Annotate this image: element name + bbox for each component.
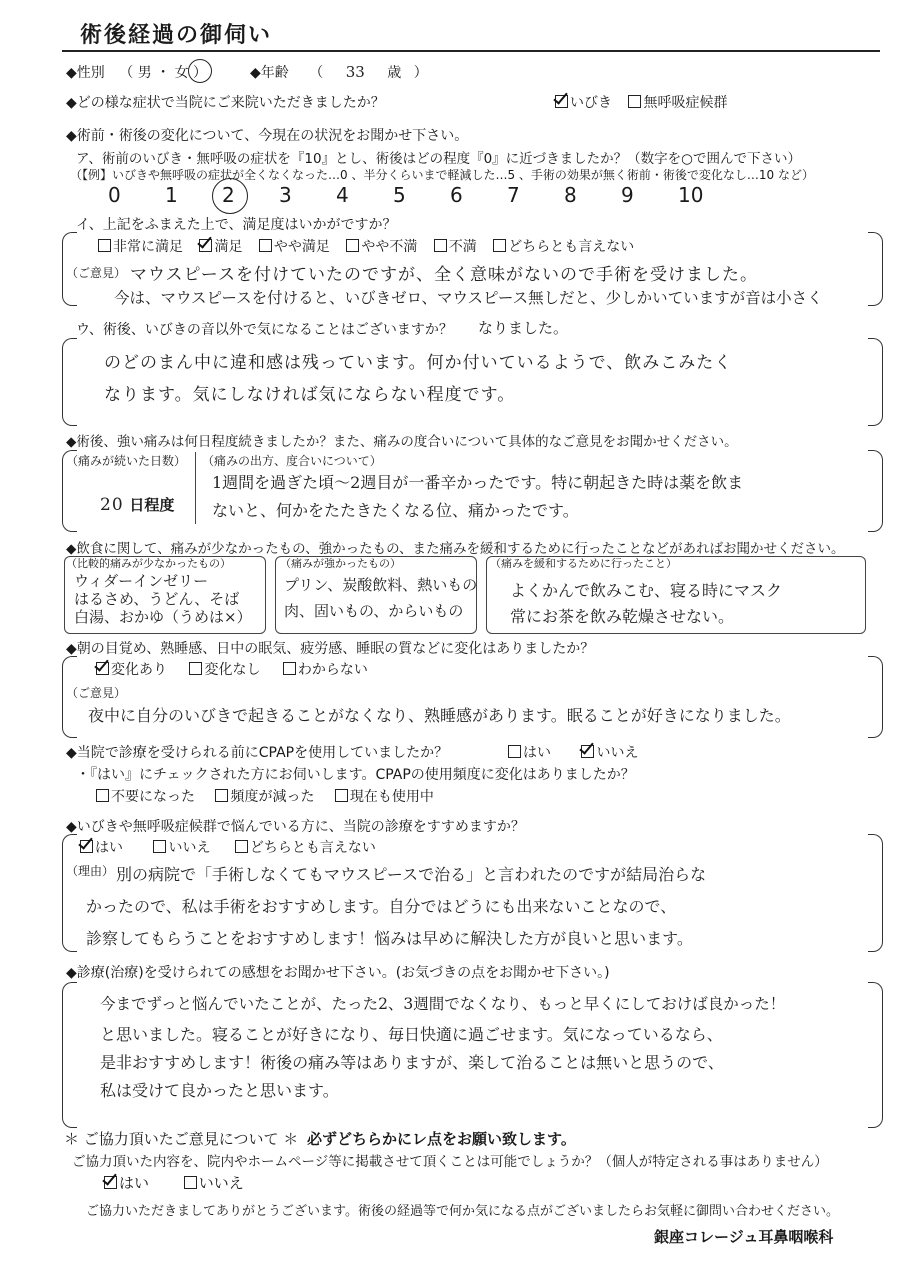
consent-question: ご協力頂いた内容を、院内やホームページ等に掲載させて頂くことは可能でしょうか？（個人が特定される事はありません）	[72, 1154, 828, 1170]
q2u-handwritten-continuation[interactable]: なりました。	[478, 319, 569, 337]
consent-options	[104, 1172, 244, 1193]
bracket-right	[868, 982, 883, 1128]
pain-days-label: （痛みが続いた日数）	[66, 454, 187, 468]
food-strong-label: （痛みが強かったもの）	[280, 557, 401, 570]
consent-title: ＊ ご協力頂いたご意見について ＊	[64, 1130, 299, 1148]
q6-question: ◆当院で診療を受けられる前にCPAPを使用していましたか？	[66, 745, 449, 761]
sex-close: ）	[193, 65, 208, 81]
checkbox-icon	[189, 662, 202, 675]
scale-5[interactable]: 5	[393, 183, 406, 207]
option-label: はい	[119, 1174, 150, 1192]
scale-4[interactable]: 4	[336, 183, 349, 207]
sleep-opinion[interactable]: 夜中に自分のいびきで起きることがなくなり、熟睡感があります。眠ることが好きになりました。	[88, 706, 791, 725]
sex-dot: ・	[156, 65, 171, 81]
option-label: どちらとも言えない	[249, 840, 376, 856]
checkbox-icon	[508, 745, 521, 758]
satisfaction-neutral[interactable]	[493, 239, 634, 255]
reason-2[interactable]: かったので、私は手術をおすすめします。自分ではどうにも出来ないことなので、	[86, 897, 677, 916]
pain-detail-label: （痛みの出方、度合いについて）	[202, 454, 382, 468]
consent-title-bold: 必ずどちらかにレ点をお願い致します。	[307, 1130, 576, 1148]
option-label: いいえ	[198, 1174, 244, 1192]
pain-divider	[195, 452, 196, 524]
pain-days-value: 20	[100, 495, 124, 515]
option-label: 不要になった	[111, 789, 195, 805]
food-less-label: （比較的痛みが少なかったもの）	[66, 557, 231, 570]
scale-2[interactable]: 2	[222, 183, 235, 207]
option-label: 満足	[214, 239, 243, 255]
q2u-answer-2[interactable]: なります。気にしなければ気にならない程度です。	[104, 385, 516, 405]
checkbox-checked-icon	[96, 662, 109, 675]
q3-question: ◆術後、強い痛みは何日程度続きましたか？また、痛みの度合いについて具体的なご意見をお聞かせください。	[66, 434, 738, 450]
q2-question: ◆術前・術後の変化について、今現在の状況をお聞かせ下さい。	[66, 128, 469, 144]
q8-question: ◆診療(治療)を受けられての感想をお聞かせ下さい。(お気づきの点をお聞かせ下さい。)	[66, 965, 610, 981]
option-label: いびき	[570, 95, 612, 111]
checkbox-icon	[259, 239, 272, 252]
pain-detail-2[interactable]: ないと、何かをたたきたくなる位、痛かったです。	[212, 501, 579, 520]
consent-no[interactable]	[184, 1174, 244, 1192]
option-label: 現在も使用中	[349, 789, 434, 805]
sleep-unknown[interactable]	[283, 662, 368, 678]
checkbox-icon	[215, 789, 228, 802]
satisfaction-unsatisfied[interactable]	[434, 239, 477, 255]
checkbox-icon	[98, 239, 111, 252]
checkbox-icon	[283, 662, 296, 675]
reason-label: （理由）	[66, 864, 115, 878]
recommend-no[interactable]	[153, 840, 210, 856]
sex-label: ◆性別	[66, 65, 105, 81]
option-label: 変化あり	[111, 662, 167, 678]
cpap-freq-still[interactable]	[335, 789, 434, 805]
scale-0[interactable]: 0	[108, 183, 121, 207]
impression-4[interactable]: 私は受けて良かったと思います。	[100, 1081, 339, 1100]
bracket-right	[868, 834, 883, 952]
recommend-options	[80, 837, 376, 857]
food-less-1[interactable]: ウィダーインゼリー	[74, 572, 209, 590]
q5-question: ◆朝の目覚め、熟睡感、日中の眠気、疲労感、睡眠の質などに変化はありましたか？	[66, 641, 595, 657]
sex-female-circle	[188, 59, 212, 83]
sleep-opinion-label: （ご意見）	[66, 686, 127, 700]
scale-10[interactable]: 10	[678, 183, 704, 207]
food-strong-1[interactable]: プリン、炭酸飲料、熱いもの	[284, 576, 478, 594]
bracket-right	[868, 232, 883, 306]
cpap-freq-options	[96, 786, 434, 806]
page-title: 術後経過の御伺い	[80, 23, 273, 48]
option-label: 不満	[448, 239, 477, 255]
scale-6[interactable]: 6	[450, 183, 463, 207]
satisfaction-very[interactable]	[98, 239, 183, 255]
option-label: どちらとも言えない	[508, 239, 635, 255]
consent-title-row	[64, 1128, 576, 1149]
opinion-text-2[interactable]: 今は、マウスピースを付けると、いびきゼロ、マウスピース無しだと、少しかいていますが音は小さく	[114, 289, 823, 307]
checkbox-icon	[184, 1176, 197, 1189]
q2u-answer-1[interactable]: のどのまん中に違和感は残っています。何か付いているようで、飲みこみたく	[104, 353, 733, 373]
pain-detail-1[interactable]: 1週間を過ぎた頃～2週目が一番辛かったです。特に朝起きた時は薬を飲ま	[212, 473, 744, 492]
cpap-no[interactable]	[581, 745, 638, 761]
option-label: いいえ	[596, 745, 639, 761]
q2i-question: イ、上記をふまえた上で、満足度はいかがですか？	[76, 217, 397, 233]
cpap-freq-reduced[interactable]	[215, 789, 314, 805]
option-label: はい	[95, 840, 123, 856]
checkbox-icon	[335, 789, 348, 802]
scale-9[interactable]: 9	[621, 183, 634, 207]
checkbox-icon	[434, 239, 447, 252]
age-label: ◆年齢	[250, 65, 289, 81]
consent-yes[interactable]	[104, 1174, 149, 1192]
opinion-text-1[interactable]: マウスピースを付けていたのですが、全く意味がないので手術を受けました。	[130, 265, 758, 285]
clinic-name: 銀座コレージュ耳鼻咽喉科	[654, 1228, 834, 1246]
checkbox-icon	[235, 840, 248, 853]
scale-3[interactable]: 3	[279, 183, 292, 207]
bracket-left	[62, 338, 77, 426]
option-label: やや満足	[273, 239, 330, 255]
age-unit: 歳	[387, 65, 402, 81]
bracket-right	[868, 450, 883, 532]
scale-1[interactable]: 1	[165, 183, 178, 207]
sex-male[interactable]: 男	[137, 65, 152, 81]
bracket-left	[62, 982, 77, 1128]
food-relief-label: （痛みを緩和するために行ったこと）	[490, 557, 677, 570]
opinion-label: （ご意見）	[66, 266, 127, 280]
impression-2[interactable]: と思いました。寝ることが好きになり、毎日快適に過ごせます。気になっているなら、	[100, 1025, 723, 1044]
q1-option-apnea[interactable]	[628, 95, 727, 111]
option-label: 無呼吸症候群	[643, 95, 728, 111]
option-label: 変化なし	[204, 662, 261, 678]
pain-days-field[interactable]	[100, 494, 174, 515]
scale-selected-circle	[212, 178, 248, 214]
option-label: わからない	[297, 662, 368, 678]
checkbox-icon	[96, 789, 109, 802]
thanks-message: ご協力いただきましてありがとうございます。術後の経過等で何か気になる点がございましたらお気軽に御問い合わせください。	[86, 1204, 839, 1219]
satisfaction-somewhat[interactable]	[259, 239, 330, 255]
cpap-freq-unneeded[interactable]	[96, 789, 195, 805]
q1-options	[555, 92, 727, 112]
q1-question: ◆どの様な症状で当院にご来院いただきましたか？	[66, 95, 385, 111]
age-value[interactable]: 33	[345, 63, 365, 81]
sleep-changed[interactable]	[96, 662, 167, 678]
q2a-question: ア、術前のいびき・無呼吸の症状を『10』とし、術後はどの程度『0』に近づきましたか？（数字を○で囲んで下さい）	[76, 151, 801, 167]
cpap-yes[interactable]	[508, 745, 551, 761]
checkbox-checked-icon	[80, 840, 93, 853]
sex-female[interactable]: 女	[174, 65, 189, 81]
q1-option-snoring[interactable]	[555, 95, 612, 111]
bracket-right	[868, 656, 883, 738]
impression-3[interactable]: 是非おすすめします！術後の痛み等はありますが、楽して治ることは無いと思うので、	[100, 1053, 724, 1072]
q6-sub-question: ・『はい』にチェックされた方にお伺いします。CPAPの使用頻度に変化はありましたか？	[76, 767, 635, 783]
reason-3[interactable]: 診察してもらうことをおすすめします！悩みは早めに解決した方が良いと思います。	[86, 929, 693, 948]
scale-8[interactable]: 8	[564, 183, 577, 207]
scale-7[interactable]: 7	[507, 183, 520, 207]
option-label: 頻度が減った	[230, 789, 315, 805]
q2u-question: ウ、術後、いびきの音以外で気になることはございますか？	[76, 322, 453, 338]
checkbox-icon	[346, 239, 359, 252]
option-label: 非常に満足	[113, 239, 183, 255]
food-relief-1[interactable]: よくかんで飲みこむ、寝る時にマスク	[510, 581, 783, 600]
checkbox-checked-icon	[555, 95, 568, 108]
pain-days-unit: 日程度	[129, 496, 175, 514]
recommend-yes[interactable]	[80, 840, 123, 856]
age-row	[250, 62, 428, 82]
satisfaction-options	[98, 236, 634, 256]
recommend-neutral[interactable]	[235, 840, 376, 856]
age-close: ）	[413, 65, 428, 81]
checkbox-icon	[153, 840, 166, 853]
satisfaction-satisfied[interactable]	[199, 239, 242, 255]
scale-row	[108, 183, 735, 207]
bracket-left	[62, 834, 77, 952]
q2a-example: （【例】いびきや無呼吸の症状が全くなくなった…0 、半分くらいまで軽減した…5 、手術の効果が無く術前・術後で変化なし…10 など）	[70, 168, 814, 182]
cpap-options	[508, 742, 638, 762]
sex-row	[66, 62, 207, 82]
checkbox-checked-icon	[581, 745, 594, 758]
title-underline	[62, 50, 880, 52]
food-relief-2[interactable]: 常にお茶を飲み乾燥させない。	[510, 607, 735, 626]
impression-1[interactable]: 今までずっと悩んでいたことが、たった2、3週間でなくなり、もっと早くにしておけば良かった！	[100, 995, 786, 1013]
food-strong-2[interactable]: 肉、固いもの、からいもの	[284, 602, 464, 620]
satisfaction-slightly-unsatisfied[interactable]	[346, 239, 417, 255]
checkbox-icon	[628, 95, 641, 108]
q7-question: ◆いびきや無呼吸症候群で悩んでいる方に、当院の診療をすすめますか？	[66, 819, 525, 835]
food-less-3[interactable]: 白湯、おかゆ（うめは×）	[74, 608, 252, 626]
reason-1[interactable]: 別の病院で「手術しなくてもマウスピースで治る」と言われたのですが結局治らな	[116, 865, 707, 884]
option-label: やや不満	[361, 239, 418, 255]
bracket-right	[868, 338, 883, 426]
checkbox-icon	[493, 239, 506, 252]
food-less-2[interactable]: はるさめ、うどん、そば	[74, 590, 240, 608]
age-open: （	[309, 65, 324, 81]
sleep-unchanged[interactable]	[189, 662, 260, 678]
checkbox-checked-icon	[199, 239, 212, 252]
sleep-options	[96, 659, 368, 679]
q4-question: ◆飲食に関して、痛みが少なかったもの、強かったもの、また痛みを緩和するために行ったことなどがあればお聞かせください。	[66, 541, 845, 557]
option-label: いいえ	[168, 840, 211, 856]
option-label: はい	[523, 745, 551, 761]
checkbox-checked-icon	[104, 1176, 117, 1189]
sex-open: （	[119, 65, 134, 81]
